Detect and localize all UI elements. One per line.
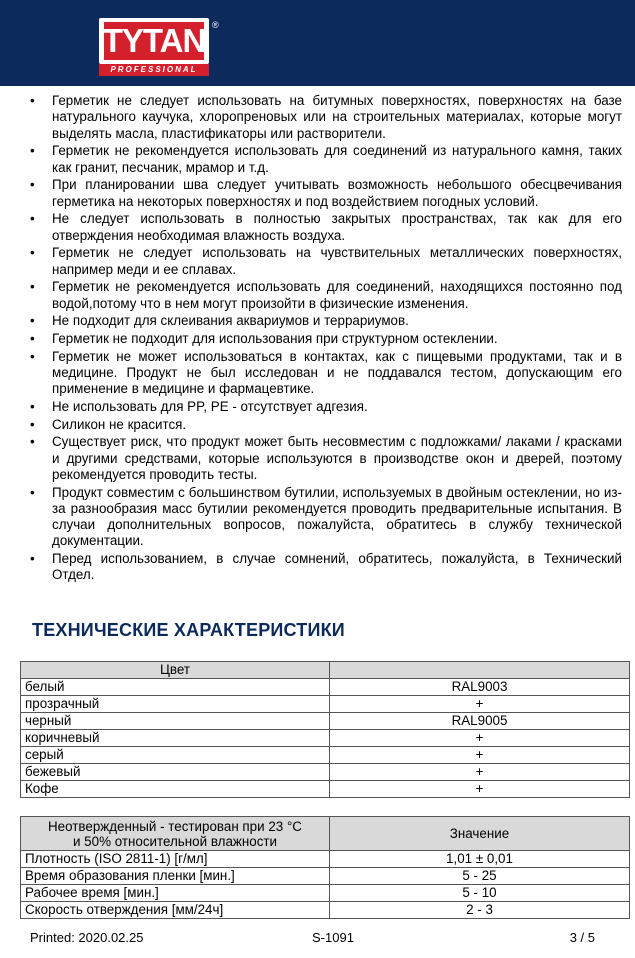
list-item: • Герметик не рекомендуется использовать для соединений, находящихся постоянно под водой,потому что в нем могут произойти в физические изменения. <box>30 279 622 311</box>
logo-subtitle: PROFESSIONAL <box>99 64 209 76</box>
warnings-list <box>30 93 622 585</box>
table-row: Время образования пленки [мин.] 5 - 25 <box>21 868 630 885</box>
list-item: • Герметик не следует использовать на чувствительных металлических поверхностях, например меди и ее сплавах. <box>30 245 622 277</box>
list-item: • Продукт совместим с большинством бутилии, используемых в двойным остеклении, но из-за разнообразия масс бутилии рекомендуется проводить предварительные испытания. В случаи дополнительных вопросов, пожалуйста, обратитесь в службу технической документации. <box>30 484 622 549</box>
table-header-row <box>21 662 630 679</box>
conditions-header: Неотвержденный - тестирован при 23 °C и 50% относительной влажности <box>21 817 330 851</box>
tytan-logo <box>99 18 219 78</box>
table-row: прозрачный + <box>21 696 630 713</box>
list-item: • Не следует использовать в полностью закрытых пространствах, так как для его отверждения необходимая влажность воздуха. <box>30 211 622 243</box>
printed-date: Printed: 2020.02.25 <box>30 930 144 945</box>
list-item: • Герметик не может использоваться в контактах, как с пищевыми продуктами, так и в медицине. Продукт не был исследован и не поддавался тестом, допускающим его применение в медицине и фармацевтике. <box>30 348 622 397</box>
table-row: Рабочее время [мин.] 5 - 10 <box>21 885 630 902</box>
list-item: • Перед использованием, в случае сомнений, обратитесь, пожалуйста, в Технический Отдел. <box>30 551 622 583</box>
registered-mark: ® <box>212 20 219 30</box>
table-row: бежевый + <box>21 764 630 781</box>
table-row: Скорость отверждения [мм/24ч] 2 - 3 <box>21 902 630 919</box>
logo-brand: TYTAN <box>102 22 206 59</box>
document-code: S-1091 <box>312 930 354 945</box>
table-row: Плотность (ISO 2811-1) [г/мл] 1,01 ± 0,01 <box>21 851 630 868</box>
list-item: • Герметик не следует использовать на битумных поверхностях, поверхностях на базе натурального каучука, хлоропреновых или на строительных материалах, которые могут выделять масла, пластификаторы или растворители. <box>30 93 622 141</box>
table-row: белый RAL9003 <box>21 679 630 696</box>
value-header: Значение <box>330 817 630 851</box>
section-title: ТЕХНИЧЕСКИЕ ХАРАКТЕРИСТИКИ <box>32 620 345 640</box>
list-item: • Не подходит для склеивания аквариумов и террариумов. <box>30 313 409 329</box>
color-table <box>20 661 630 798</box>
color-header: Цвет <box>21 662 330 679</box>
table-row: черный RAL9005 <box>21 713 630 730</box>
page-header <box>0 0 635 86</box>
list-item: • Силикон не красится. <box>30 416 187 432</box>
list-item: • Существует риск, что продукт может быть несовместим с подложками/ лаками / красками и другими средствами, которые используются в производстве окон и дверей, поэтому рекомендуется проводить тесты. <box>30 434 622 482</box>
properties-table <box>20 816 630 919</box>
list-item: • Герметик не рекомендуется использовать для соединений из натурального камня, таких как гранит, песчаник, мрамор и т.д. <box>30 143 622 175</box>
list-item: • При планировании шва следует учитывать возможность небольшого обесцвечивания герметика на некоторых поверхностях и под воздействием погодных условий. <box>30 177 622 209</box>
table-row: Кофе + <box>21 781 630 798</box>
list-item: • Не использовать для PP, PE - отсутствует адгезия. <box>30 398 368 414</box>
table-row: коричневый + <box>21 730 630 747</box>
list-item: • Герметик не подходит для использования при структурном остеклении. <box>30 330 498 346</box>
table-header-row <box>21 817 630 851</box>
table-row: серый + <box>21 747 630 764</box>
page-number: 3 / 5 <box>569 930 595 945</box>
